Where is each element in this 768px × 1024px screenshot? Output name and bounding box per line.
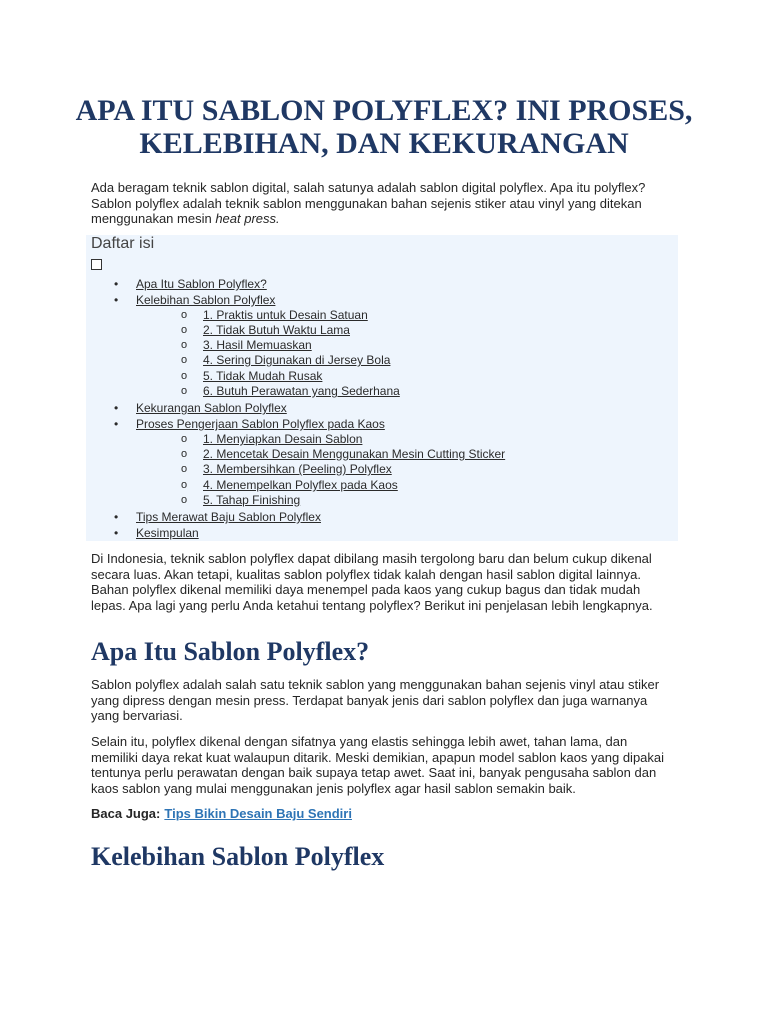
toc-sublink[interactable]: 1. Menyiapkan Desain Sablon (203, 432, 363, 446)
toc-sublink[interactable]: 2. Mencetak Desain Menggunakan Mesin Cutting Sticker (203, 447, 506, 461)
bullet-icon: • (114, 526, 119, 540)
bullet-icon: • (114, 293, 119, 307)
toc-sublink[interactable]: 2. Tidak Butuh Waktu Lama (203, 323, 350, 337)
bullet-icon: • (114, 277, 119, 291)
paragraph-line: kaos sablon yang mulai menggunakan jenis polyflex agar hasil sablon semakin baik. (91, 780, 576, 796)
toc-link[interactable]: Kelebihan Sablon Polyflex (136, 293, 276, 307)
toc-sublink[interactable]: 3. Hasil Memuaskan (203, 338, 312, 352)
circle-bullet-icon: o (181, 433, 188, 445)
circle-bullet-icon: o (181, 370, 188, 382)
toc-sublink[interactable]: 4. Sering Digunakan di Jersey Bola (203, 353, 391, 367)
paragraph-line: memiliki daya rekat kuat walaupun ditarik. Meski demikian, apapun model sablon kaos yang dipakai (91, 749, 665, 765)
body-paragraph (91, 734, 681, 796)
read-also-label: Baca Juga: (91, 806, 161, 821)
body-paragraph (91, 677, 681, 724)
bullet-icon: • (114, 401, 119, 415)
toc-link[interactable]: Kesimpulan (136, 526, 199, 540)
circle-bullet-icon: o (181, 463, 188, 475)
intro-italic-term: heat press. (215, 211, 280, 226)
article-title: APA ITU SABLON POLYFLEX? INI PROSES, KELEBIHAN, DAN KEKURANGAN (75, 94, 693, 160)
toc-sublink[interactable]: 5. Tidak Mudah Rusak (203, 369, 323, 383)
intro-paragraph (91, 180, 681, 227)
section-heading: Kelebihan Sablon Polyflex (91, 842, 385, 871)
toc-sublink[interactable]: 6. Butuh Perawatan yang Sederhana (203, 384, 400, 398)
section-heading: Apa Itu Sablon Polyflex? (91, 637, 370, 666)
paragraph-line: Bahan polyflex dikenal memiliki daya menempel pada kaos yang cukup bagus dan tidak mudah (91, 582, 641, 597)
paragraph-line: secara luas. Akan tetapi, kualitas sablon polyflex tidak kalah dengan hasil sablon digital lainnya. (91, 566, 641, 582)
circle-bullet-icon: o (181, 354, 188, 366)
paragraph-line: Sablon polyflex adalah salah satu teknik sablon yang menggunakan bahan sejenis vinyl atau stiker (91, 677, 660, 692)
intro-line (91, 211, 681, 227)
read-also-link[interactable]: Tips Bikin Desain Baju Sendiri (164, 806, 352, 821)
circle-bullet-icon: o (181, 494, 188, 506)
toc-link[interactable]: Apa Itu Sablon Polyflex? (136, 277, 267, 291)
bullet-icon: • (114, 417, 119, 431)
read-also (91, 806, 352, 821)
paragraph-line: tentunya perlu perawatan dengan baik supaya tetap awet. Saat ini, banyak pengusaha sablon dan (91, 765, 657, 780)
paragraph-line: lepas. Apa lagi yang perlu Anda ketahui tentang polyflex? Berikut ini penjelasan lebih lengkapnya. (91, 597, 653, 613)
circle-bullet-icon: o (181, 385, 188, 397)
toc-link[interactable]: Proses Pengerjaan Sablon Polyflex pada Kaos (136, 417, 385, 431)
circle-bullet-icon: o (181, 339, 188, 351)
circle-bullet-icon: o (181, 479, 188, 491)
toc-link[interactable]: Tips Merawat Baju Sablon Polyflex (136, 510, 321, 524)
paragraph-line: Selain itu, polyflex dikenal dengan sifatnya yang elastis sehingga lebih awet, tahan lama, dan (91, 734, 628, 749)
toc-link[interactable]: Kekurangan Sablon Polyflex (136, 401, 287, 415)
paragraph-line: yang bervariasi. (91, 708, 183, 723)
toc-title: Daftar isi (91, 235, 155, 252)
paragraph-line: yang dipress dengan mesin press. Terdapat banyak jenis dari sablon polyflex dan juga warnanya (91, 692, 648, 708)
table-of-contents (86, 235, 678, 541)
circle-bullet-icon: o (181, 448, 188, 460)
intro-line: Sablon polyflex adalah teknik sablon menggunakan bahan sejenis stiker atau vinyl yang ditekan (91, 195, 642, 211)
toc-sublink[interactable]: 1. Praktis untuk Desain Satuan (203, 308, 368, 322)
toc-toggle-checkbox[interactable] (91, 259, 102, 270)
toc-sublink[interactable]: 5. Tahap Finishing (203, 493, 301, 507)
intro-line: Ada beragam teknik sablon digital, salah satunya adalah sablon digital polyflex. Apa itu polyflex? (91, 180, 646, 195)
toc-sublink[interactable]: 3. Membersihkan (Peeling) Polyflex (203, 462, 392, 476)
bullet-icon: • (114, 510, 119, 524)
intro-line-text: menggunakan mesin (91, 211, 212, 226)
paragraph-line: Di Indonesia, teknik sablon polyflex dapat dibilang masih tergolong baru dan belum cukup dikenal (91, 551, 652, 566)
body-paragraph (91, 551, 681, 613)
circle-bullet-icon: o (181, 309, 188, 321)
toc-sublink[interactable]: 4. Menempelkan Polyflex pada Kaos (203, 478, 398, 492)
circle-bullet-icon: o (181, 324, 188, 336)
